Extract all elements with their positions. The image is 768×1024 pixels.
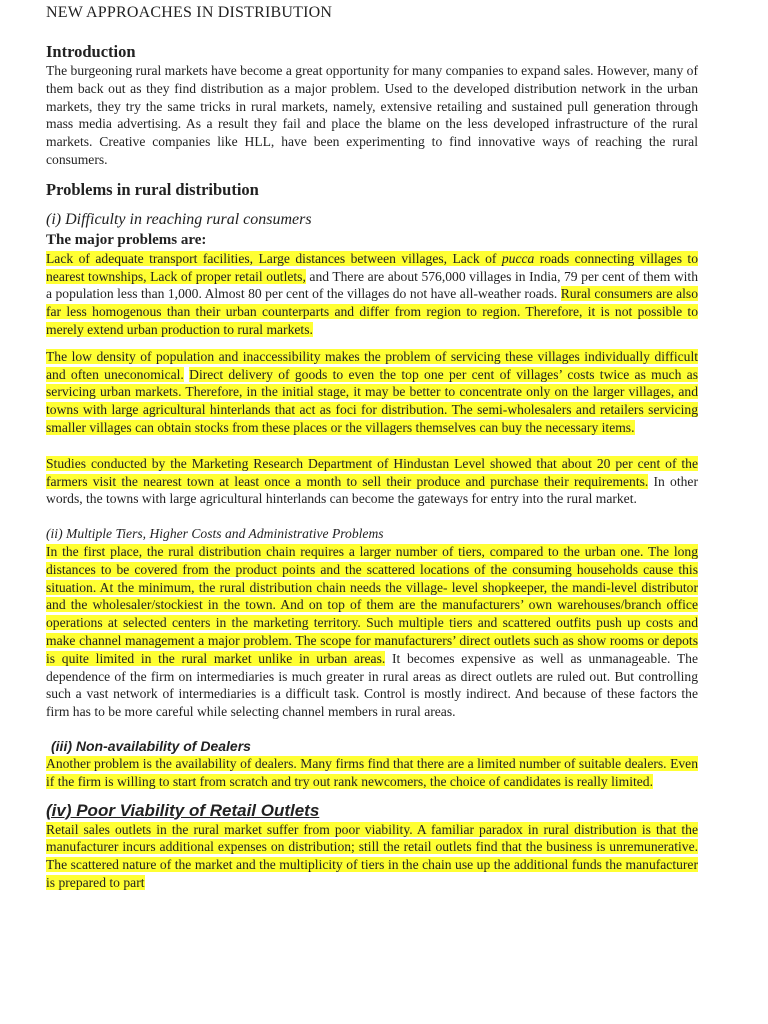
section-3-paragraph	[46, 755, 698, 791]
section-1-paragraph-1	[46, 250, 698, 339]
major-problems-label: The major problems are:	[46, 231, 207, 248]
plain-text: It becomes expensive as well as unmanageable. The dependence of the firm on intermediaries is much greater in rural areas as direct outlets are ruled out. But controlling such a vast network of intermediaries is a difficult task. Control is mostly indirect. And because of these factors the firm has to be more careful while selecting channel members in rural areas.	[46, 650, 698, 720]
highlight: Studies conducted by the Marketing Research Department of Hindustan Level showed that about 20 per cent of the farmers visit the nearest town at least once a month to sell their produce and purchase their requirements.	[46, 455, 698, 489]
plain-text: and There are about 576,000 villages in India, 79 per cent of them with a population less than 1,000. Almost 80 per cent of the villages do not have all-weather roads.	[46, 268, 699, 302]
highlight: Lack of adequate transport facilities, Large distances between villages, Lack of	[46, 250, 502, 266]
section-1-paragraph-2	[46, 348, 698, 437]
introduction-heading: Introduction	[46, 42, 136, 61]
highlight: Rural consumers are also far less homogenous than their urban counterparts and differ from region to region. Therefore, it is not possible to merely extend urban production to rural markets.	[46, 286, 698, 337]
document-page	[46, 0, 698, 892]
highlight: In the first place, the rural distribution chain requires a larger number of tiers, compared to the urban one. The long distances to be covered from the product points and the scattered locations of the consuming households cause this situation. At the minimum, the rural distribution chain needs the village- level shopkeeper, the mandi-level distributor and the wholesaler/stockiest in the town. And on top of them are the manufacturers’ own warehouses/branch office operations at selected centers in the marketing territory. Such multiple tiers and scattered outfits push up costs and make channel management a major problem. The scope for manufacturers’ direct outlets such as show rooms or depots is quite limited in the rural market unlike in urban areas.	[46, 543, 698, 666]
section-1-paragraph-3	[46, 455, 698, 508]
section-1-heading: (i) Difficulty in reaching rural consumers	[46, 210, 312, 228]
problems-heading: Problems in rural distribution	[46, 179, 259, 199]
highlight: Another problem is the availability of dealers. Many firms find that there are a limited number of suitable dealers. Even if the firm is willing to start from scratch and try out rank newcomers, the choice of candidates is really limited.	[46, 755, 698, 789]
highlight: Retail sales outlets in the rural market suffer from poor viability. A familiar paradox in rural distribution is that the manufacturer incurs additional expenses on distribution; still the retail outlets find that the business is unremunerative. The scattered nature of the market and the multiplicity of tiers in the chain use up the additional funds the manufacturer is prepared to part	[46, 821, 698, 890]
plain-text: In other words, the towns with large agricultural hinterlands can become the gateways for entry into the rural market.	[46, 473, 698, 507]
section-2-paragraph	[46, 543, 698, 721]
section-2-heading: (ii) Multiple Tiers, Higher Costs and Administrative Problems	[46, 526, 384, 542]
introduction-paragraph: The burgeoning rural markets have become a great opportunity for many companies to expand sales. However, many of them back out as they find distribution as a major problem. Used to the developed distribution network in the urban markets, they try the same tricks in rural markets, namely, extensive retailing and sustained pull generation through mass media advertising. As a result they fail and place the blame on the less developed infrastructure of the rural markets. Creative companies like HLL, have been experimenting to find innovative ways of reaching the rural consumers.	[46, 63, 698, 167]
highlight: roads connecting villages to nearest townships, Lack of proper retail outlets,	[46, 250, 698, 284]
document-title: NEW APPROACHES IN DISTRIBUTION	[46, 4, 333, 21]
section-3-heading: (iii) Non-availability of Dealers	[51, 737, 251, 754]
highlight: The low density of population and inaccessibility makes the problem of servicing these villages individually difficult and often uneconomical.	[46, 348, 698, 382]
highlight-italic: pucca	[501, 250, 535, 266]
section-4-heading: (iv) Poor Viability of Retail Outlets	[46, 800, 320, 820]
section-4-paragraph	[46, 821, 698, 892]
highlight: Direct delivery of goods to even the top one per cent of villages’ costs twice as much as servicing urban markets. Therefore, in the initial stage, it may be better to concentrate only on the larger villages, and towns with large agricultural hinterlands that act as foci for distribution. The semi-wholesalers and retailers servicing smaller villages can obtain stocks from these places or the villagers themselves can buy the necessary items.	[46, 366, 699, 435]
